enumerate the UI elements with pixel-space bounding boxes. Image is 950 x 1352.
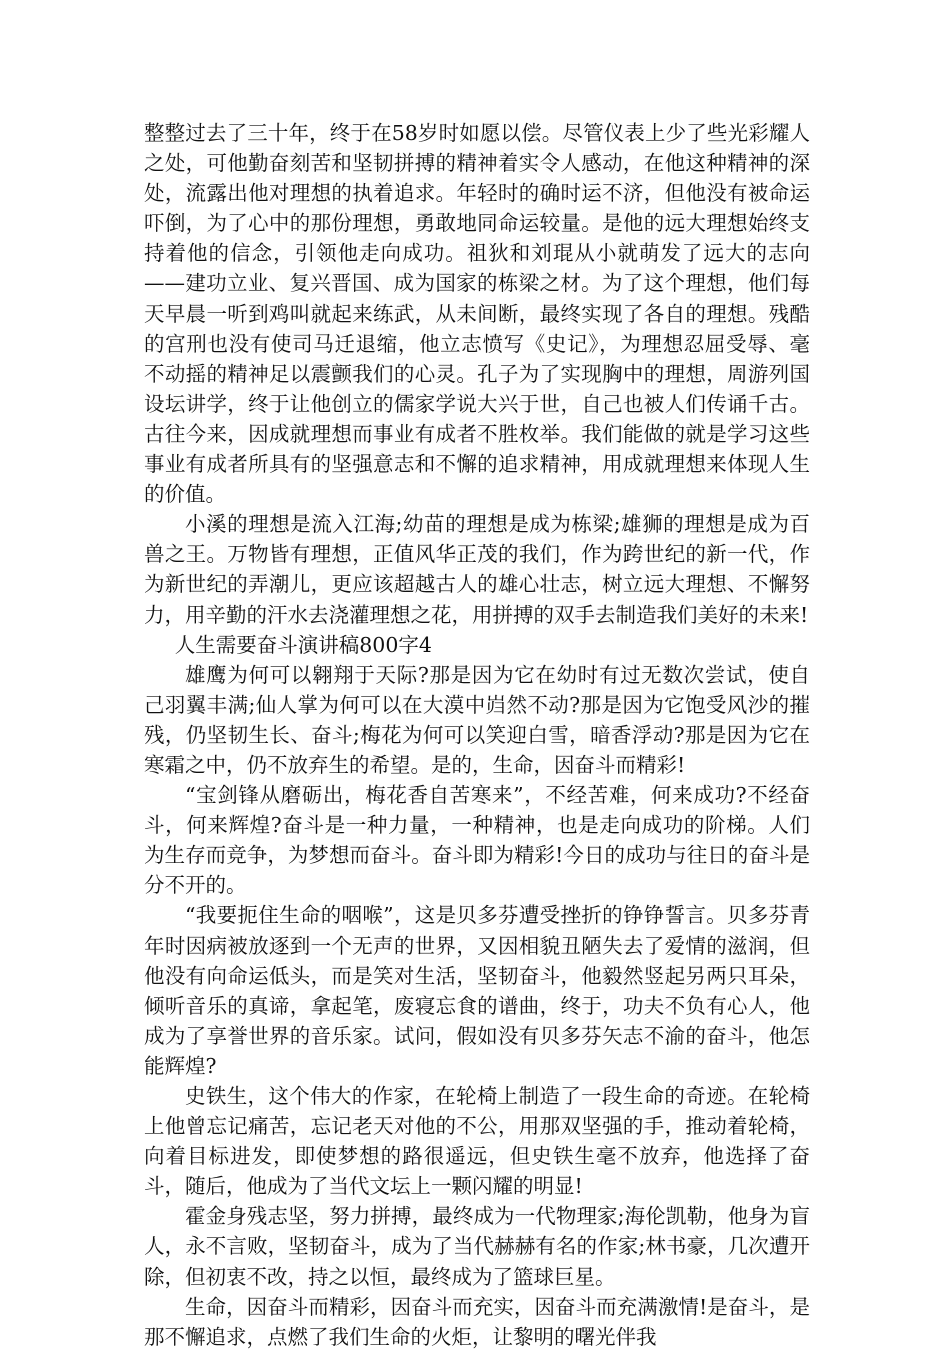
paragraph-sword: “宝剑锋从磨砺出，梅花香自苦寒来”，不经苦难，何来成功?不经奋斗，何来辉煌?奋斗是一种力量，一种精神，也是走向成功的阶梯。人们为生存而竞争，为梦想而奋斗。奋斗即为精彩!今日的成功与往日的奋斗是分不开的。 <box>144 783 810 898</box>
paragraph-hawking: 霍金身残志坚，努力拼搏，最终成为一代物理家;海伦凯勒，他身为盲人，永不言败，坚韧奋斗，成为了当代赫赫有名的作家;林书豪，几次遭开除，但初衷不改，持之以恒，最终成为了篮球巨星。 <box>144 1204 810 1289</box>
document-page <box>144 118 810 1352</box>
paragraph-conclusion: 生命，因奋斗而精彩，因奋斗而充实，因奋斗而充满激情!是奋斗，是那不懈追求，点燃了我们生命的火炬，让黎明的曙光伴我 <box>144 1294 810 1349</box>
paragraph-eagle: 雄鹰为何可以翱翔于天际?那是因为它在幼时有过无数次尝试，使自己羽翼丰满;仙人掌为何可以在大漠中岿然不动?那是因为它饱受风沙的摧残，仍坚韧生长、奋斗;梅花为何可以笑迎白雪，暗香浮动?那是因为它在寒霜之中，仍不放弃生的希望。是的，生命，因奋斗而精彩! <box>144 662 810 777</box>
paragraph-beethoven: “我要扼住生命的咽喉”，这是贝多芬遭受挫折的铮铮誓言。贝多芬青年时因病被放逐到一个无声的世界，又因相貌丑陋失去了爱情的滋润，但他没有向命运低头，而是笑对生活，坚韧奋斗，他毅然竖起另两只耳朵，倾听音乐的真谛，拿起笔，废寝忘食的谱曲，终于，功夫不负有心人，他成为了享誉世界的音乐家。试问，假如没有贝多芬矢志不渝的奋斗，他怎能辉煌? <box>144 903 810 1078</box>
paragraph-ideals: 小溪的理想是流入江海;幼苗的理想是成为栋梁;雄狮的理想是成为百兽之王。万物皆有理想，正值风华正茂的我们，作为跨世纪的新一代，作为新世纪的弄潮儿，更应该超越古人的雄心壮志，树立远大理想、不懈努力，用辛勤的汗水去浇灌理想之花，用拼搏的双手去制造我们美好的未来! <box>144 512 810 627</box>
paragraph-continuation: 整整过去了三十年，终于在58岁时如愿以偿。尽管仪表上少了些光彩耀人之处，可他勤奋刻苦和坚韧拼搏的精神着实令人感动，在他这种精神的深处，流露出他对理想的执着追求。年轻时的确时运不济，但他没有被命运吓倒，为了心中的那份理想，勇敢地同命运较量。是他的远大理想始终支持着他的信念，引领他走向成功。祖狄和刘琨从小就萌发了远大的志向——建功立业、复兴晋国、成为国家的栋梁之材。为了这个理想，他们每天早晨一听到鸡叫就起来练武，从未间断，最终实现了各自的理想。残酷的宫刑也没有使司马迁退缩，他立志愤写《史记》，为理想忍屈受辱、毫不动摇的精神足以震颤我们的心灵。孔子为了实现胸中的理想，周游列国设坛讲学，终于让他创立的儒家学说大兴于世，自己也被人们传诵千古。古往今来，因成就理想而事业有成者不胜枚举。我们能做的就是学习这些事业有成者所具有的坚强意志和不懈的追求精神，用成就理想来体现人生的价值。 <box>144 121 810 507</box>
section-heading: 人生需要奋斗演讲稿800字4 <box>174 632 432 657</box>
paragraph-shi-tiesheng: 史铁生，这个伟大的作家，在轮椅上制造了一段生命的奇迹。在轮椅上他曾忘记痛苦，忘记老天对他的不公，用那双坚强的手，推动着轮椅，向着目标进发，即使梦想的路很遥远，但史铁生毫不放弃，他选择了奋斗，随后，他成为了当代文坛上一颗闪耀的明显! <box>144 1084 810 1199</box>
